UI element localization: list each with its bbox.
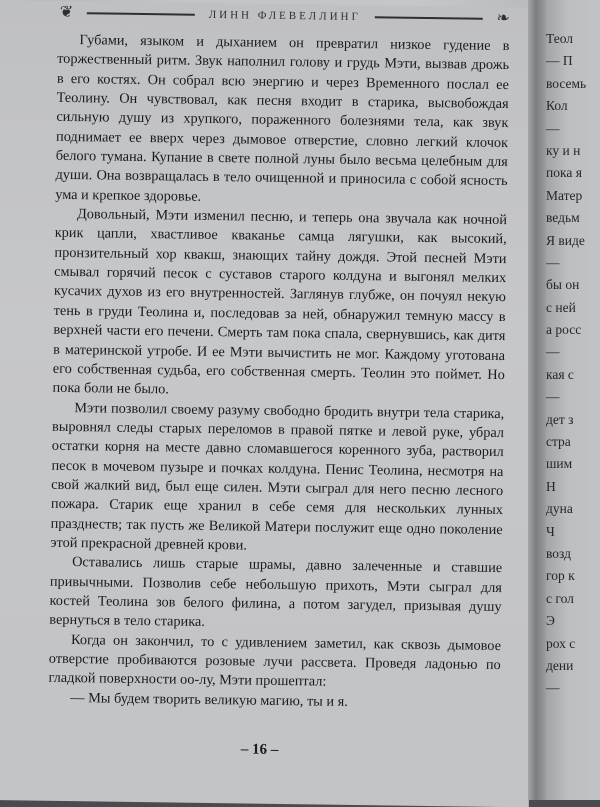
right-page-line: а росс	[546, 322, 582, 338]
header-rule-left	[87, 12, 195, 16]
right-page-line: дет з	[546, 411, 574, 427]
right-page-line: Н	[546, 478, 556, 494]
right-page-line: кая с	[546, 366, 574, 382]
header-ornament-left-icon: ❦	[59, 3, 74, 22]
right-page-line: дуна	[546, 501, 573, 517]
right-page-line: ку и н	[546, 142, 581, 158]
right-page-line: —	[546, 254, 560, 270]
paragraph: Мэти позволил своему разуму свободно бродить внутри тела старика, выровнял следы старых переломов в правой пятке и левой руке, убрал остатки корня на месте давно сломавшегося коренного зуба, растворил песок в мочевом пузыре и почках колдуна. Пенис Теолина, несмотря на свой жалкий вид, был еще силен. Мэти сыграл для него песню лесного пожара. Старик еще хранил в себе семя для нескольких лунных празднеств; так пусть же Великой Матери послужит еще одно поколение этой прекрасной древней крови.	[50, 399, 505, 554]
right-page-line: восемь	[546, 75, 587, 91]
right-page-line: с гол	[546, 590, 574, 606]
right-page-line: Ч	[546, 523, 555, 539]
right-page-line: пока я	[546, 165, 582, 181]
right-page-line: с ней	[546, 299, 576, 315]
right-page	[546, 0, 600, 800]
paragraph: Когда он закончил, то с удивлением заметил, как сквозь дымовое отверстие пробиваются розовые лучи рассвета. Проведя ладонью по гладкой поверхности оо-лу, Мэти прошептал:	[48, 631, 502, 690]
right-page-line: гор к	[546, 568, 575, 584]
right-page-line: — П	[546, 53, 573, 69]
right-page-line: Кол	[546, 98, 568, 114]
right-page-line: —	[546, 680, 560, 696]
right-page-line: возд	[546, 545, 571, 561]
book-gutter	[528, 0, 546, 800]
running-header	[60, 1, 510, 31]
right-page-line: бы он	[546, 277, 580, 293]
right-page-line: шим	[546, 456, 573, 472]
right-page-line: дени	[546, 657, 574, 673]
right-page-line: Э	[546, 613, 555, 629]
header-rule-right	[375, 16, 483, 20]
right-page-line: рох с	[546, 635, 576, 651]
paragraph: Губами, языком и дыханием он превратил низкое гудение в торжественный ритм. Звук наполнил голову и грудь Мэти, вызвав дрожь в его костях. Он собрал всю энергию и через Временного послал ее Теолину. Он чувствовал, как песня входит в старика, высвобождая сильную душу из хрупкого, пораженного болезнями тела, как звук поднимает ее вверх через дымовое отверстие, словно легкий клочок белого тумана. Купание в свете полной луны было весьма целебным для души. Она возвращалась в тело очищенной и приносила с собой ясность ума и крепкое здоровье.	[55, 32, 510, 205]
running-title: ЛИНН ФЛЕВЕЛЛИНГ	[208, 8, 361, 24]
right-page-line: —	[546, 120, 560, 136]
header-ornament-right-icon: ❧	[496, 9, 510, 28]
page-number: – 16 –	[240, 741, 279, 758]
paragraph: Оставались лишь старые шрамы, давно залеченные и ставшие привычными. Позволив себе небольшую прихоть, Мэти сыграл для костей Теолина зов белого филина, а потом загудел, призывая душу вернуться в тело старика.	[49, 554, 503, 631]
right-page-line: —	[546, 344, 560, 360]
right-page-line: Я виде	[546, 232, 585, 248]
right-page-line: —	[546, 389, 560, 405]
right-page-line: ведьм	[546, 210, 580, 226]
body-text	[48, 31, 509, 714]
right-page-line: стра	[546, 434, 571, 450]
right-page-line: Матер	[546, 187, 583, 203]
right-page-text	[546, 28, 600, 700]
paragraph: — Мы будем творить великую магию, ты и я.	[70, 689, 348, 710]
right-page-line: Теол	[546, 31, 574, 46]
paragraph: Довольный, Мэти изменил песню, и теперь она звучала как ночной крик цапли, хвастливое кваканье самца лягушки, как высокий, пронзительный хор квакш, знающих тайну дождя. Этой песней Мэти смывал горячий песок с суставов старого колдуна и выгонял мелких кусачих духов из его внутренностей. Заглянув глубже, он почуял некую тень в груди Теолина и, последовав за ней, обнаружил темную массу в верхней части его печени. Смерть там пока спала, свернувшись, как дитя в материнской утробе. И ее Мэти вычистить не мог. Каждому уготована его собственная судьба, его собственная смерть. Теолин это поймет. Но пока боли не было.	[52, 206, 508, 398]
